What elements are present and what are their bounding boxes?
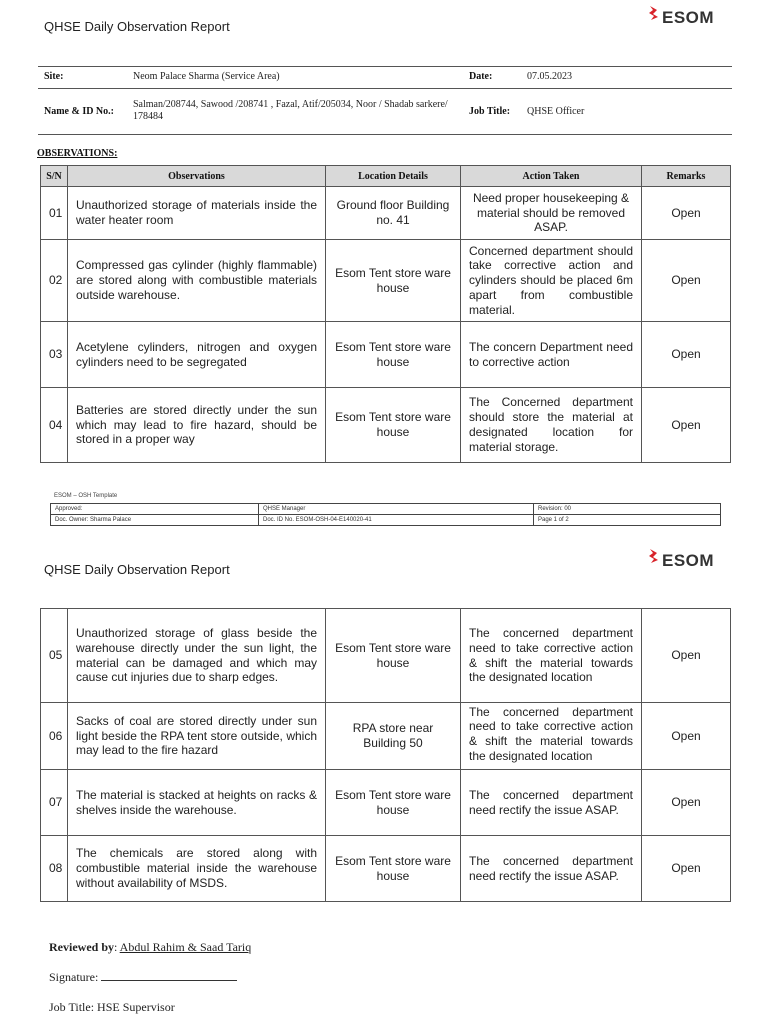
row-sn: 06	[41, 703, 68, 770]
signature-label: Signature:	[49, 970, 99, 984]
name-id-value: Salman/208744, Sawood /208741 , Fazal, Atif/205034, Noor / Shadab sarkere/ 178484	[133, 99, 448, 122]
table-row	[41, 388, 731, 463]
row-observation: The material is stacked at heights on racks & shelves inside the warehouse.	[68, 770, 326, 836]
site-label: Site:	[44, 71, 64, 82]
esom-logo-page-2: ESOM	[648, 549, 714, 571]
row-remark: Open	[642, 240, 731, 322]
row-location: Esom Tent store ware house	[326, 388, 461, 463]
row-observation: Sacks of coal are stored directly under sun light beside the RPA tent store outside, which may lead to the fire hazard	[68, 703, 326, 770]
footer-doc-owner: Doc. Owner: Sharma Palace	[51, 515, 259, 526]
row-action: The concerned department need rectify the issue ASAP.	[461, 770, 642, 836]
footer-revision: Revision: 00	[534, 504, 721, 515]
header-sn: S/N	[41, 166, 68, 187]
row-observation: Unauthorized storage of materials inside the water heater room	[68, 187, 326, 240]
row-action: The Concerned department should store the material at designated location for material storage.	[461, 388, 642, 463]
header-location: Location Details	[326, 166, 461, 187]
row-location: Esom Tent store ware house	[326, 836, 461, 902]
row-sn: 07	[41, 770, 68, 836]
row-remark: Open	[642, 703, 731, 770]
reviewer-job-title: Job Title: HSE Supervisor	[49, 1000, 175, 1014]
esom-logo: ESOM	[648, 6, 714, 28]
table-row	[41, 187, 731, 240]
row-action	[461, 703, 642, 770]
table-row	[41, 703, 731, 770]
observations-table-page-2	[40, 608, 731, 902]
footer-page: Page 1 of 2	[534, 515, 721, 526]
row-observation: Compressed gas cylinder (highly flammable) are stored along with combustible materials outside warehouse.	[68, 240, 326, 322]
row-location: RPA store near Building 50	[326, 703, 461, 770]
footer-table	[50, 503, 721, 526]
row-remark: Open	[642, 388, 731, 463]
row-observation: The chemicals are stored along with combustible material inside the warehouse without availability of MSDS.	[68, 836, 326, 902]
row-sn: 08	[41, 836, 68, 902]
row-observation: Batteries are stored directly under the sun which may lead to fire hazard, should be stored in a proper way	[68, 388, 326, 463]
signature-field	[101, 970, 237, 981]
esom-logo-mark-icon	[648, 549, 660, 571]
date-value: 07.05.2023	[527, 71, 572, 82]
row-action: Concerned department should take corrective action and cylinders should be placed 6m apart from combustible material.	[461, 240, 642, 322]
site-value: Neom Palace Sharma (Service Area)	[133, 71, 280, 82]
table-row	[41, 322, 731, 388]
name-id-label: Name & ID No.:	[44, 106, 114, 117]
job-title-value: QHSE Officer	[527, 106, 585, 117]
row-action: The concerned department need rectify the issue ASAP.	[461, 836, 642, 902]
footer-qhse-manager: QHSE Manager	[259, 504, 534, 515]
observations-heading: OBSERVATIONS:	[37, 148, 118, 159]
row-sn: 05	[41, 609, 68, 703]
row-location: Esom Tent store ware house	[326, 322, 461, 388]
row-sn: 01	[41, 187, 68, 240]
footer-approved: Approved:	[51, 504, 259, 515]
reviewed-by-value: Abdul Rahim & Saad Tariq	[119, 940, 252, 954]
row-remark: Open	[642, 836, 731, 902]
row-remark: Open	[642, 609, 731, 703]
esom-logo-mark-icon	[648, 6, 660, 28]
table-row	[41, 836, 731, 902]
row-observation: Unauthorized storage of glass beside the warehouse directly under the sun light, the material can be damaged and which may cause cut injuries due to sharp edges.	[68, 609, 326, 703]
table-header-row	[41, 166, 731, 187]
report-title: QHSE Daily Observation Report	[44, 19, 230, 34]
row-remark: Open	[642, 770, 731, 836]
row-location: Esom Tent store ware house	[326, 609, 461, 703]
reviewed-by-line: Reviewed by: Abdul Rahim & Saad Tariq	[49, 940, 252, 954]
table-row	[41, 240, 731, 322]
header-action: Action Taken	[461, 166, 642, 187]
row-sn: 02	[41, 240, 68, 322]
row-location: Esom Tent store ware house	[326, 770, 461, 836]
row-observation: Acetylene cylinders, nitrogen and oxygen cylinders need to be segregated	[68, 322, 326, 388]
row-location: Ground floor Building no. 41	[326, 187, 461, 240]
job-title-label: Job Title:	[469, 106, 511, 117]
row-action-text: The concerned department need to take corrective action & shift the material towards the designated location	[469, 704, 633, 763]
table-row	[41, 609, 731, 703]
signature-line	[49, 970, 237, 985]
observations-table-page-1	[40, 165, 731, 463]
table-row	[41, 770, 731, 836]
row-remark: Open	[642, 322, 731, 388]
row-location: Esom Tent store ware house	[326, 240, 461, 322]
row-action: The concerned department need to take corrective action & shift the material towards the designated location	[461, 609, 642, 703]
header-observations: Observations	[68, 166, 326, 187]
report-title-page-2: QHSE Daily Observation Report	[44, 562, 230, 577]
row-action: Need proper housekeeping & material should be removed ASAP.	[461, 187, 642, 240]
row-action: The concern Department need to corrective action	[461, 322, 642, 388]
row-remark: Open	[642, 187, 731, 240]
reviewed-by-label: Reviewed by	[49, 940, 114, 954]
footer-template-label: ESOM – OSH Template	[54, 493, 118, 499]
row-sn: 03	[41, 322, 68, 388]
header-remarks: Remarks	[642, 166, 731, 187]
row-sn: 04	[41, 388, 68, 463]
date-label: Date:	[469, 71, 493, 82]
footer-doc-id: Doc. ID No. ESOM-OSH-04-E140020-41	[259, 515, 534, 526]
